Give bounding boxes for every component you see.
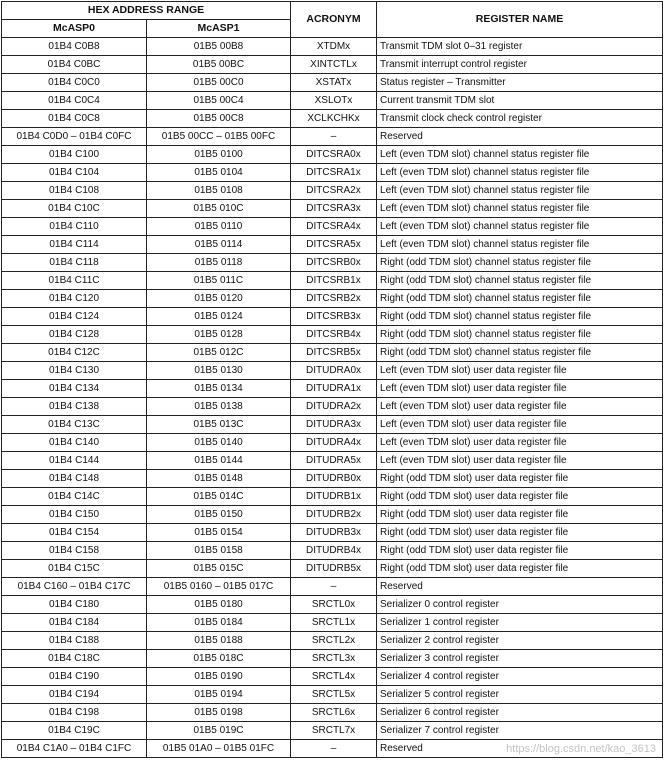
mcasp1-address-cell: 01B5 0144 xyxy=(147,452,291,470)
register-name-cell: Serializer 5 control register xyxy=(377,686,663,704)
table-row xyxy=(2,254,663,272)
mcasp0-address-cell: 01B4 C190 xyxy=(2,668,147,686)
acronym-cell: DITCSRA1x xyxy=(291,164,377,182)
header-row-1 xyxy=(2,2,663,20)
register-table xyxy=(1,1,663,758)
register-name-cell: Serializer 7 control register xyxy=(377,722,663,740)
mcasp0-address-cell: 01B4 C13C xyxy=(2,416,147,434)
mcasp0-address-cell: 01B4 C128 xyxy=(2,326,147,344)
register-name-cell: Left (even TDM slot) user data register file xyxy=(377,398,663,416)
mcasp1-address-cell: 01B5 0194 xyxy=(147,686,291,704)
mcasp1-address-cell: 01B5 013C xyxy=(147,416,291,434)
mcasp1-address-cell: 01B5 0130 xyxy=(147,362,291,380)
mcasp1-address-cell: 01B5 012C xyxy=(147,344,291,362)
mcasp0-address-cell: 01B4 C11C xyxy=(2,272,147,290)
acronym-cell: SRCTL4x xyxy=(291,668,377,686)
table-row xyxy=(2,218,663,236)
register-name-cell: Right (odd TDM slot) user data register file xyxy=(377,560,663,578)
table-row xyxy=(2,272,663,290)
mcasp0-address-cell: 01B4 C158 xyxy=(2,542,147,560)
mcasp1-address-cell: 01B5 0160 – 01B5 017C xyxy=(147,578,291,596)
mcasp0-address-cell: 01B4 C160 – 01B4 C17C xyxy=(2,578,147,596)
register-name-cell: Right (odd TDM slot) user data register file xyxy=(377,470,663,488)
acronym-cell: DITCSRB3x xyxy=(291,308,377,326)
register-name-cell: Right (odd TDM slot) channel status register file xyxy=(377,290,663,308)
acronym-cell: XSTATx xyxy=(291,74,377,92)
register-name-cell: Right (odd TDM slot) channel status register file xyxy=(377,272,663,290)
table-row xyxy=(2,632,663,650)
table-row xyxy=(2,398,663,416)
mcasp0-address-cell: 01B4 C138 xyxy=(2,398,147,416)
mcasp1-address-cell: 01B5 0108 xyxy=(147,182,291,200)
hex-address-range-header: HEX ADDRESS RANGE xyxy=(2,2,291,20)
mcasp0-address-cell: 01B4 C15C xyxy=(2,560,147,578)
mcasp0-address-cell: 01B4 C10C xyxy=(2,200,147,218)
table-row xyxy=(2,362,663,380)
register-name-cell: Reserved xyxy=(377,578,663,596)
register-name-cell: Left (even TDM slot) user data register file xyxy=(377,380,663,398)
acronym-cell: SRCTL7x xyxy=(291,722,377,740)
mcasp1-address-cell: 01B5 0120 xyxy=(147,290,291,308)
watermark: https://blog.csdn.net/kao_3613 xyxy=(506,743,656,755)
table-row xyxy=(2,416,663,434)
mcasp0-address-cell: 01B4 C194 xyxy=(2,686,147,704)
register-name-cell: Current transmit TDM slot xyxy=(377,92,663,110)
mcasp1-address-cell: 01B5 0188 xyxy=(147,632,291,650)
register-name-cell: Reserved xyxy=(377,128,663,146)
mcasp1-address-cell: 01B5 0148 xyxy=(147,470,291,488)
acronym-cell: DITUDRB5x xyxy=(291,560,377,578)
table-row xyxy=(2,470,663,488)
mcasp0-address-cell: 01B4 C0B8 xyxy=(2,38,147,56)
acronym-cell: DITCSRA0x xyxy=(291,146,377,164)
acronym-cell: DITUDRA2x xyxy=(291,398,377,416)
register-name-cell: Right (odd TDM slot) user data register file xyxy=(377,488,663,506)
register-name-cell: Right (odd TDM slot) channel status register file xyxy=(377,254,663,272)
register-name-cell: Status register – Transmitter xyxy=(377,74,663,92)
table-row xyxy=(2,434,663,452)
mcasp0-address-cell: 01B4 C134 xyxy=(2,380,147,398)
mcasp0-address-cell: 01B4 C154 xyxy=(2,524,147,542)
register-name-cell: Left (even TDM slot) channel status register file xyxy=(377,200,663,218)
acronym-cell: DITCSRA4x xyxy=(291,218,377,236)
mcasp0-address-cell: 01B4 C140 xyxy=(2,434,147,452)
table-row xyxy=(2,578,663,596)
acronym-cell: SRCTL6x xyxy=(291,704,377,722)
acronym-cell: XINTCTLx xyxy=(291,56,377,74)
mcasp0-address-cell: 01B4 C114 xyxy=(2,236,147,254)
register-name-cell: Right (odd TDM slot) channel status register file xyxy=(377,344,663,362)
mcasp1-address-cell: 01B5 0154 xyxy=(147,524,291,542)
mcasp0-address-cell: 01B4 C188 xyxy=(2,632,147,650)
mcasp1-address-cell: 01B5 00C0 xyxy=(147,74,291,92)
acronym-cell: DITUDRA5x xyxy=(291,452,377,470)
mcasp1-address-cell: 01B5 01A0 – 01B5 01FC xyxy=(147,740,291,758)
table-row xyxy=(2,488,663,506)
table-row xyxy=(2,614,663,632)
acronym-cell: DITUDRB1x xyxy=(291,488,377,506)
table-row xyxy=(2,308,663,326)
acronym-cell: DITCSRA2x xyxy=(291,182,377,200)
table-row xyxy=(2,146,663,164)
acronym-cell: XTDMx xyxy=(291,38,377,56)
acronym-cell: DITCSRA5x xyxy=(291,236,377,254)
mcasp1-address-cell: 01B5 010C xyxy=(147,200,291,218)
mcasp0-address-cell: 01B4 C0D0 – 01B4 C0FC xyxy=(2,128,147,146)
mcasp1-address-cell: 01B5 00B8 xyxy=(147,38,291,56)
table-row xyxy=(2,326,663,344)
mcasp1-address-cell: 01B5 0198 xyxy=(147,704,291,722)
acronym-cell: DITUDRB4x xyxy=(291,542,377,560)
mcasp0-address-cell: 01B4 C118 xyxy=(2,254,147,272)
register-name-cell: Left (even TDM slot) user data register file xyxy=(377,362,663,380)
register-name-cell: Left (even TDM slot) channel status register file xyxy=(377,236,663,254)
table-row xyxy=(2,380,663,398)
acronym-cell: – xyxy=(291,578,377,596)
table-row xyxy=(2,452,663,470)
mcasp1-address-cell: 01B5 011C xyxy=(147,272,291,290)
mcasp0-address-cell: 01B4 C180 xyxy=(2,596,147,614)
acronym-cell: XSLOTx xyxy=(291,92,377,110)
table-row xyxy=(2,182,663,200)
mcasp1-address-cell: 01B5 0134 xyxy=(147,380,291,398)
acronym-cell: SRCTL5x xyxy=(291,686,377,704)
mcasp0-address-cell: 01B4 C14C xyxy=(2,488,147,506)
mcasp0-address-cell: 01B4 C12C xyxy=(2,344,147,362)
mcasp1-address-cell: 01B5 019C xyxy=(147,722,291,740)
table-row xyxy=(2,542,663,560)
table-row xyxy=(2,128,663,146)
mcasp0-address-cell: 01B4 C0BC xyxy=(2,56,147,74)
register-table-body xyxy=(2,38,663,758)
register-name-cell: Left (even TDM slot) channel status register file xyxy=(377,182,663,200)
mcasp1-address-cell: 01B5 015C xyxy=(147,560,291,578)
mcasp0-address-cell: 01B4 C18C xyxy=(2,650,147,668)
acronym-cell: DITUDRB3x xyxy=(291,524,377,542)
table-row xyxy=(2,722,663,740)
register-name-cell: Right (odd TDM slot) channel status register file xyxy=(377,326,663,344)
mcasp1-header: McASP1 xyxy=(147,20,291,38)
mcasp0-address-cell: 01B4 C108 xyxy=(2,182,147,200)
acronym-cell: SRCTL2x xyxy=(291,632,377,650)
table-row xyxy=(2,344,663,362)
mcasp1-address-cell: 01B5 0140 xyxy=(147,434,291,452)
acronym-cell: DITUDRB2x xyxy=(291,506,377,524)
acronym-cell: DITCSRB2x xyxy=(291,290,377,308)
acronym-cell: – xyxy=(291,128,377,146)
mcasp0-address-cell: 01B4 C100 xyxy=(2,146,147,164)
register-name-header: REGISTER NAME xyxy=(377,2,663,38)
mcasp0-address-cell: 01B4 C184 xyxy=(2,614,147,632)
acronym-cell: DITUDRB0x xyxy=(291,470,377,488)
acronym-cell: DITUDRA0x xyxy=(291,362,377,380)
table-row xyxy=(2,200,663,218)
mcasp1-address-cell: 01B5 0190 xyxy=(147,668,291,686)
register-name-cell: Serializer 2 control register xyxy=(377,632,663,650)
table-row xyxy=(2,110,663,128)
mcasp0-address-cell: 01B4 C104 xyxy=(2,164,147,182)
mcasp1-address-cell: 01B5 0124 xyxy=(147,308,291,326)
mcasp0-address-cell: 01B4 C150 xyxy=(2,506,147,524)
mcasp1-address-cell: 01B5 00BC xyxy=(147,56,291,74)
mcasp1-address-cell: 01B5 0150 xyxy=(147,506,291,524)
acronym-cell: SRCTL3x xyxy=(291,650,377,668)
acronym-cell: DITUDRA4x xyxy=(291,434,377,452)
table-row xyxy=(2,524,663,542)
mcasp1-address-cell: 01B5 0104 xyxy=(147,164,291,182)
table-row xyxy=(2,650,663,668)
register-name-cell: Transmit clock check control register xyxy=(377,110,663,128)
mcasp0-address-cell: 01B4 C1A0 – 01B4 C1FC xyxy=(2,740,147,758)
acronym-cell: DITCSRB0x xyxy=(291,254,377,272)
acronym-cell: SRCTL0x xyxy=(291,596,377,614)
table-row xyxy=(2,92,663,110)
mcasp1-address-cell: 01B5 018C xyxy=(147,650,291,668)
acronym-cell: XCLKCHKx xyxy=(291,110,377,128)
mcasp1-address-cell: 01B5 00C8 xyxy=(147,110,291,128)
mcasp0-address-cell: 01B4 C0C0 xyxy=(2,74,147,92)
acronym-cell: DITUDRA1x xyxy=(291,380,377,398)
acronym-cell: DITUDRA3x xyxy=(291,416,377,434)
mcasp1-address-cell: 01B5 0128 xyxy=(147,326,291,344)
table-row xyxy=(2,704,663,722)
mcasp0-address-cell: 01B4 C144 xyxy=(2,452,147,470)
mcasp1-address-cell: 01B5 0100 xyxy=(147,146,291,164)
mcasp0-address-cell: 01B4 C148 xyxy=(2,470,147,488)
acronym-cell: – xyxy=(291,740,377,758)
register-name-cell: Right (odd TDM slot) user data register file xyxy=(377,524,663,542)
mcasp0-address-cell: 01B4 C19C xyxy=(2,722,147,740)
table-row xyxy=(2,686,663,704)
mcasp1-address-cell: 01B5 0118 xyxy=(147,254,291,272)
register-name-cell: Right (odd TDM slot) channel status register file xyxy=(377,308,663,326)
mcasp1-address-cell: 01B5 0138 xyxy=(147,398,291,416)
mcasp0-address-cell: 01B4 C0C8 xyxy=(2,110,147,128)
table-row xyxy=(2,668,663,686)
register-name-cell: Left (even TDM slot) user data register file xyxy=(377,452,663,470)
acronym-cell: DITCSRB1x xyxy=(291,272,377,290)
register-name-cell: Serializer 6 control register xyxy=(377,704,663,722)
table-row xyxy=(2,56,663,74)
acronym-cell: SRCTL1x xyxy=(291,614,377,632)
table-row xyxy=(2,560,663,578)
register-name-cell: Serializer 0 control register xyxy=(377,596,663,614)
mcasp0-address-cell: 01B4 C120 xyxy=(2,290,147,308)
table-row xyxy=(2,236,663,254)
mcasp1-address-cell: 01B5 0158 xyxy=(147,542,291,560)
register-name-cell: Left (even TDM slot) channel status register file xyxy=(377,218,663,236)
table-row xyxy=(2,74,663,92)
mcasp0-address-cell: 01B4 C198 xyxy=(2,704,147,722)
register-name-cell: Serializer 1 control register xyxy=(377,614,663,632)
mcasp1-address-cell: 01B5 00C4 xyxy=(147,92,291,110)
register-name-cell: Left (even TDM slot) user data register file xyxy=(377,416,663,434)
register-name-cell: Right (odd TDM slot) user data register file xyxy=(377,506,663,524)
table-row xyxy=(2,506,663,524)
acronym-cell: DITCSRA3x xyxy=(291,200,377,218)
register-name-cell: Serializer 3 control register xyxy=(377,650,663,668)
mcasp1-address-cell: 01B5 0110 xyxy=(147,218,291,236)
acronym-cell: DITCSRB4x xyxy=(291,326,377,344)
mcasp1-address-cell: 01B5 00CC – 01B5 00FC xyxy=(147,128,291,146)
register-name-cell: Serializer 4 control register xyxy=(377,668,663,686)
register-name-cell: Reserved xyxy=(377,740,663,758)
register-name-cell: Left (even TDM slot) channel status register file xyxy=(377,164,663,182)
mcasp1-address-cell: 01B5 0114 xyxy=(147,236,291,254)
mcasp0-address-cell: 01B4 C0C4 xyxy=(2,92,147,110)
mcasp0-address-cell: 01B4 C130 xyxy=(2,362,147,380)
mcasp1-address-cell: 01B5 014C xyxy=(147,488,291,506)
mcasp0-header: McASP0 xyxy=(2,20,147,38)
register-name-cell: Right (odd TDM slot) user data register file xyxy=(377,542,663,560)
table-row xyxy=(2,164,663,182)
register-name-cell: Transmit interrupt control register xyxy=(377,56,663,74)
mcasp1-address-cell: 01B5 0180 xyxy=(147,596,291,614)
acronym-cell: DITCSRB5x xyxy=(291,344,377,362)
table-row xyxy=(2,290,663,308)
register-name-cell: Left (even TDM slot) channel status register file xyxy=(377,146,663,164)
register-name-cell: Transmit TDM slot 0–31 register xyxy=(377,38,663,56)
mcasp0-address-cell: 01B4 C124 xyxy=(2,308,147,326)
table-row xyxy=(2,596,663,614)
table-row xyxy=(2,38,663,56)
acronym-header: ACRONYM xyxy=(291,2,377,38)
register-name-cell: Left (even TDM slot) user data register file xyxy=(377,434,663,452)
mcasp1-address-cell: 01B5 0184 xyxy=(147,614,291,632)
mcasp0-address-cell: 01B4 C110 xyxy=(2,218,147,236)
